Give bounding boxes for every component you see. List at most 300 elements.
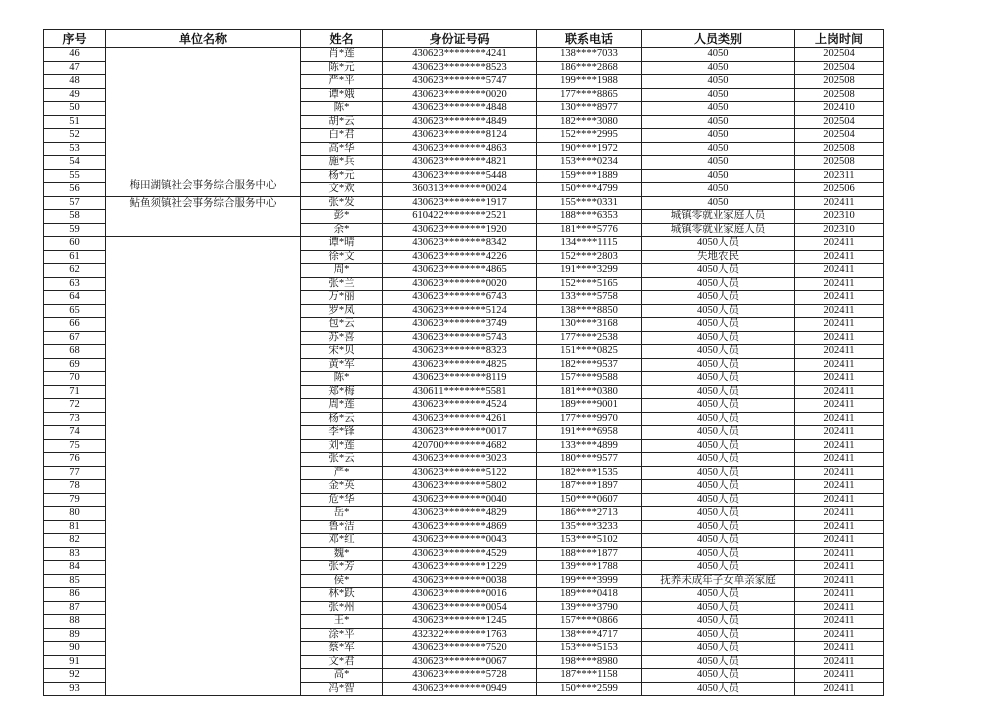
cell-serial-no: 89	[44, 628, 106, 642]
cell-phone: 181****0380	[537, 385, 642, 399]
cell-start-time: 202411	[795, 669, 884, 683]
cell-personnel-type: 4050人员	[642, 453, 795, 467]
cell-name: 高*华	[301, 142, 383, 156]
cell-start-time: 202411	[795, 601, 884, 615]
header-row	[44, 30, 884, 48]
cell-serial-no: 56	[44, 183, 106, 197]
cell-personnel-type: 4050人员	[642, 345, 795, 359]
cell-phone: 191****6958	[537, 426, 642, 440]
cell-personnel-type: 4050人员	[642, 331, 795, 345]
cell-serial-no: 88	[44, 615, 106, 629]
cell-id-number: 430623********4865	[383, 264, 537, 278]
cell-start-time: 202310	[795, 223, 884, 237]
cell-phone: 180****9577	[537, 453, 642, 467]
cell-start-time: 202411	[795, 493, 884, 507]
cell-name: 彭*	[301, 210, 383, 224]
cell-phone: 186****2713	[537, 507, 642, 521]
cell-serial-no: 69	[44, 358, 106, 372]
header-id-number: 身份证号码	[383, 30, 537, 48]
cell-personnel-type: 4050人员	[642, 534, 795, 548]
cell-personnel-type: 4050人员	[642, 264, 795, 278]
cell-start-time: 202311	[795, 169, 884, 183]
cell-phone: 188****6353	[537, 210, 642, 224]
cell-personnel-type: 4050	[642, 169, 795, 183]
cell-start-time: 202411	[795, 480, 884, 494]
cell-name: 施*兵	[301, 156, 383, 170]
cell-start-time: 202411	[795, 588, 884, 602]
cell-phone: 177****2538	[537, 331, 642, 345]
cell-unit-name	[106, 237, 301, 696]
cell-phone: 150****0607	[537, 493, 642, 507]
cell-start-time: 202411	[795, 574, 884, 588]
cell-phone: 150****2599	[537, 682, 642, 696]
cell-name: 文*君	[301, 655, 383, 669]
cell-name: 胡*云	[301, 115, 383, 129]
cell-id-number: 430623********5728	[383, 669, 537, 683]
cell-personnel-type: 抚养未成年子女单亲家庭	[642, 574, 795, 588]
cell-serial-no: 71	[44, 385, 106, 399]
cell-serial-no: 58	[44, 210, 106, 224]
cell-start-time: 202310	[795, 210, 884, 224]
cell-name: 涂*平	[301, 628, 383, 642]
cell-id-number: 430623********5743	[383, 331, 537, 345]
cell-id-number: 430623********1917	[383, 196, 537, 210]
header-phone: 联系电话	[537, 30, 642, 48]
cell-personnel-type: 4050人员	[642, 385, 795, 399]
cell-phone: 139****1788	[537, 561, 642, 575]
cell-phone: 187****1158	[537, 669, 642, 683]
table-body	[44, 48, 884, 696]
cell-phone: 199****1988	[537, 75, 642, 89]
cell-name: 谭*晴	[301, 237, 383, 251]
cell-name: 魏*	[301, 547, 383, 561]
cell-name: 金*英	[301, 480, 383, 494]
cell-personnel-type: 4050人员	[642, 412, 795, 426]
cell-unit-name: 梅田湖镇社会事务综合服务中心	[106, 48, 301, 197]
cell-serial-no: 47	[44, 61, 106, 75]
cell-phone: 182****9537	[537, 358, 642, 372]
cell-personnel-type: 4050人员	[642, 520, 795, 534]
cell-id-number: 430623********7520	[383, 642, 537, 656]
cell-name: 陈*元	[301, 61, 383, 75]
cell-start-time: 202411	[795, 426, 884, 440]
cell-personnel-type: 4050人员	[642, 628, 795, 642]
cell-serial-no: 73	[44, 412, 106, 426]
cell-name: 李*锋	[301, 426, 383, 440]
cell-id-number: 430623********8523	[383, 61, 537, 75]
cell-serial-no: 84	[44, 561, 106, 575]
cell-name: 蔡*军	[301, 642, 383, 656]
cell-personnel-type: 城镇零就业家庭人员	[642, 210, 795, 224]
cell-start-time: 202411	[795, 642, 884, 656]
cell-phone: 189****0418	[537, 588, 642, 602]
cell-serial-no: 59	[44, 223, 106, 237]
cell-start-time: 202411	[795, 466, 884, 480]
cell-personnel-type: 4050人员	[642, 601, 795, 615]
cell-start-time: 202411	[795, 561, 884, 575]
cell-name: 严*	[301, 466, 383, 480]
cell-id-number: 430611********5581	[383, 385, 537, 399]
cell-personnel-type: 4050人员	[642, 480, 795, 494]
cell-serial-no: 49	[44, 88, 106, 102]
cell-id-number: 430623********3023	[383, 453, 537, 467]
cell-name: 杨*云	[301, 412, 383, 426]
cell-personnel-type: 4050人员	[642, 642, 795, 656]
cell-phone: 150****4799	[537, 183, 642, 197]
cell-id-number: 430623********4524	[383, 399, 537, 413]
cell-phone: 130****8977	[537, 102, 642, 116]
cell-start-time: 202411	[795, 318, 884, 332]
cell-phone: 133****4899	[537, 439, 642, 453]
cell-serial-no: 76	[44, 453, 106, 467]
cell-serial-no: 75	[44, 439, 106, 453]
cell-serial-no: 53	[44, 142, 106, 156]
cell-name: 冯*智	[301, 682, 383, 696]
cell-phone: 190****1972	[537, 142, 642, 156]
header-personnel-type: 人员类别	[642, 30, 795, 48]
cell-serial-no: 91	[44, 655, 106, 669]
cell-name: 张*云	[301, 453, 383, 467]
cell-start-time: 202411	[795, 534, 884, 548]
cell-id-number: 430623********4863	[383, 142, 537, 156]
cell-id-number: 430623********4261	[383, 412, 537, 426]
cell-serial-no: 67	[44, 331, 106, 345]
cell-name: 白*君	[301, 129, 383, 143]
cell-personnel-type: 4050	[642, 129, 795, 143]
cell-phone: 159****1889	[537, 169, 642, 183]
cell-serial-no: 46	[44, 48, 106, 62]
cell-start-time: 202411	[795, 345, 884, 359]
cell-name: 张*芳	[301, 561, 383, 575]
cell-serial-no: 48	[44, 75, 106, 89]
cell-phone: 138****8850	[537, 304, 642, 318]
cell-serial-no: 79	[44, 493, 106, 507]
cell-personnel-type: 4050人员	[642, 318, 795, 332]
cell-start-time: 202411	[795, 655, 884, 669]
cell-id-number: 430623********5802	[383, 480, 537, 494]
cell-id-number: 430623********8342	[383, 237, 537, 251]
cell-name: 黄*军	[301, 358, 383, 372]
header-serial-no: 序号	[44, 30, 106, 48]
cell-start-time: 202411	[795, 331, 884, 345]
cell-start-time: 202411	[795, 237, 884, 251]
cell-start-time: 202411	[795, 439, 884, 453]
cell-phone: 152****2995	[537, 129, 642, 143]
cell-start-time: 202508	[795, 75, 884, 89]
cell-id-number: 430623********0020	[383, 88, 537, 102]
cell-id-number: 430623********5124	[383, 304, 537, 318]
cell-id-number: 430623********0067	[383, 655, 537, 669]
cell-id-number: 430623********1229	[383, 561, 537, 575]
cell-start-time: 202411	[795, 358, 884, 372]
cell-serial-no: 85	[44, 574, 106, 588]
cell-name: 严*平	[301, 75, 383, 89]
cell-start-time: 202504	[795, 48, 884, 62]
cell-name: 谭*娥	[301, 88, 383, 102]
cell-name: 肖*莲	[301, 48, 383, 62]
cell-id-number: 430623********4821	[383, 156, 537, 170]
cell-name: 张*发	[301, 196, 383, 210]
cell-id-number: 430623********4869	[383, 520, 537, 534]
cell-start-time: 202504	[795, 129, 884, 143]
cell-phone: 153****0234	[537, 156, 642, 170]
cell-start-time: 202411	[795, 291, 884, 305]
cell-id-number: 430623********0043	[383, 534, 537, 548]
cell-name: 鲁*洁	[301, 520, 383, 534]
cell-start-time: 202504	[795, 61, 884, 75]
cell-id-number: 430623********4226	[383, 250, 537, 264]
cell-start-time: 202508	[795, 156, 884, 170]
cell-phone: 138****7033	[537, 48, 642, 62]
cell-id-number: 430623********0038	[383, 574, 537, 588]
cell-id-number: 430623********4848	[383, 102, 537, 116]
cell-phone: 153****5102	[537, 534, 642, 548]
cell-name: 陈*	[301, 372, 383, 386]
cell-name: 包*云	[301, 318, 383, 332]
cell-name: 罗*凤	[301, 304, 383, 318]
cell-phone: 138****4717	[537, 628, 642, 642]
cell-phone: 133****5758	[537, 291, 642, 305]
cell-phone: 135****3233	[537, 520, 642, 534]
cell-id-number: 610422********2521	[383, 210, 537, 224]
cell-serial-no: 68	[44, 345, 106, 359]
cell-serial-no: 51	[44, 115, 106, 129]
cell-personnel-type: 4050	[642, 88, 795, 102]
cell-id-number: 430623********8323	[383, 345, 537, 359]
cell-serial-no: 72	[44, 399, 106, 413]
cell-name: 岳*	[301, 507, 383, 521]
cell-serial-no: 90	[44, 642, 106, 656]
cell-start-time: 202411	[795, 547, 884, 561]
cell-phone: 198****8980	[537, 655, 642, 669]
cell-personnel-type: 4050人员	[642, 655, 795, 669]
cell-phone: 157****9588	[537, 372, 642, 386]
cell-start-time: 202508	[795, 142, 884, 156]
cell-unit-name: 鲇鱼须镇社会事务综合服务中心	[106, 196, 301, 237]
cell-personnel-type: 4050人员	[642, 277, 795, 291]
cell-personnel-type: 4050人员	[642, 399, 795, 413]
cell-name: 周*莲	[301, 399, 383, 413]
cell-personnel-type: 4050人员	[642, 304, 795, 318]
cell-start-time: 202411	[795, 277, 884, 291]
cell-name: 林*跃	[301, 588, 383, 602]
cell-name: 余*	[301, 223, 383, 237]
cell-personnel-type: 4050人员	[642, 426, 795, 440]
cell-personnel-type: 4050人员	[642, 291, 795, 305]
cell-name: 陈*	[301, 102, 383, 116]
cell-phone: 151****0825	[537, 345, 642, 359]
cell-phone: 130****3168	[537, 318, 642, 332]
cell-start-time: 202411	[795, 385, 884, 399]
cell-start-time: 202506	[795, 183, 884, 197]
cell-personnel-type: 4050人员	[642, 466, 795, 480]
cell-name: 侯*	[301, 574, 383, 588]
cell-personnel-type: 4050人员	[642, 439, 795, 453]
cell-phone: 191****3299	[537, 264, 642, 278]
cell-name: 苏*喜	[301, 331, 383, 345]
cell-id-number: 430623********4825	[383, 358, 537, 372]
cell-personnel-type: 4050	[642, 48, 795, 62]
cell-name: 杨*元	[301, 169, 383, 183]
cell-phone: 181****5776	[537, 223, 642, 237]
cell-start-time: 202411	[795, 196, 884, 210]
cell-phone: 182****3080	[537, 115, 642, 129]
cell-phone: 155****0331	[537, 196, 642, 210]
cell-start-time: 202411	[795, 507, 884, 521]
cell-personnel-type: 4050人员	[642, 561, 795, 575]
cell-start-time: 202411	[795, 412, 884, 426]
cell-personnel-type: 4050	[642, 61, 795, 75]
cell-personnel-type: 4050人员	[642, 358, 795, 372]
cell-start-time: 202411	[795, 304, 884, 318]
cell-personnel-type: 4050人员	[642, 682, 795, 696]
cell-serial-no: 64	[44, 291, 106, 305]
cell-name: 张*州	[301, 601, 383, 615]
cell-start-time: 202508	[795, 88, 884, 102]
cell-id-number: 430623********1245	[383, 615, 537, 629]
table-row	[44, 196, 884, 210]
cell-personnel-type: 4050人员	[642, 372, 795, 386]
cell-id-number: 430623********3749	[383, 318, 537, 332]
cell-phone: 134****1115	[537, 237, 642, 251]
cell-id-number: 430623********5747	[383, 75, 537, 89]
cell-personnel-type: 4050人员	[642, 493, 795, 507]
cell-personnel-type: 4050人员	[642, 615, 795, 629]
cell-id-number: 360313********0024	[383, 183, 537, 197]
cell-serial-no: 83	[44, 547, 106, 561]
cell-serial-no: 50	[44, 102, 106, 116]
cell-id-number: 430623********4849	[383, 115, 537, 129]
cell-phone: 177****9970	[537, 412, 642, 426]
cell-serial-no: 60	[44, 237, 106, 251]
cell-phone: 139****3790	[537, 601, 642, 615]
cell-start-time: 202411	[795, 264, 884, 278]
cell-id-number: 430623********0017	[383, 426, 537, 440]
cell-serial-no: 57	[44, 196, 106, 210]
cell-id-number: 430623********6743	[383, 291, 537, 305]
cell-phone: 153****5153	[537, 642, 642, 656]
cell-serial-no: 77	[44, 466, 106, 480]
cell-id-number: 430623********4529	[383, 547, 537, 561]
cell-serial-no: 87	[44, 601, 106, 615]
cell-id-number: 430623********0040	[383, 493, 537, 507]
cell-serial-no: 92	[44, 669, 106, 683]
cell-personnel-type: 4050	[642, 156, 795, 170]
table-row	[44, 48, 884, 62]
cell-phone: 152****2803	[537, 250, 642, 264]
cell-id-number: 430623********5122	[383, 466, 537, 480]
cell-serial-no: 52	[44, 129, 106, 143]
cell-phone: 199****3999	[537, 574, 642, 588]
cell-id-number: 430623********0949	[383, 682, 537, 696]
cell-id-number: 432322********1763	[383, 628, 537, 642]
cell-name: 文*欢	[301, 183, 383, 197]
cell-serial-no: 63	[44, 277, 106, 291]
cell-personnel-type: 4050人员	[642, 237, 795, 251]
cell-serial-no: 66	[44, 318, 106, 332]
cell-id-number: 430623********1920	[383, 223, 537, 237]
cell-serial-no: 81	[44, 520, 106, 534]
cell-start-time: 202411	[795, 453, 884, 467]
cell-start-time: 202411	[795, 520, 884, 534]
cell-phone: 177****8865	[537, 88, 642, 102]
cell-personnel-type: 4050	[642, 183, 795, 197]
cell-phone: 188****1877	[537, 547, 642, 561]
cell-start-time: 202411	[795, 250, 884, 264]
cell-id-number: 430623********0020	[383, 277, 537, 291]
cell-name: 宋*贝	[301, 345, 383, 359]
cell-serial-no: 61	[44, 250, 106, 264]
cell-id-number: 430623********0016	[383, 588, 537, 602]
cell-phone: 157****0866	[537, 615, 642, 629]
cell-name: 郑*梅	[301, 385, 383, 399]
cell-name: 高*	[301, 669, 383, 683]
cell-personnel-type: 4050	[642, 142, 795, 156]
cell-serial-no: 65	[44, 304, 106, 318]
cell-serial-no: 62	[44, 264, 106, 278]
cell-name: 王*	[301, 615, 383, 629]
cell-id-number: 430623********5448	[383, 169, 537, 183]
cell-serial-no: 78	[44, 480, 106, 494]
cell-personnel-type: 4050人员	[642, 669, 795, 683]
cell-start-time: 202411	[795, 628, 884, 642]
cell-personnel-type: 4050人员	[642, 547, 795, 561]
cell-personnel-type: 4050人员	[642, 588, 795, 602]
cell-name: 徐*文	[301, 250, 383, 264]
cell-personnel-type: 4050	[642, 115, 795, 129]
cell-start-time: 202411	[795, 399, 884, 413]
header-start-time: 上岗时间	[795, 30, 884, 48]
cell-start-time: 202411	[795, 682, 884, 696]
cell-id-number: 430623********4241	[383, 48, 537, 62]
cell-serial-no: 70	[44, 372, 106, 386]
cell-phone: 189****9001	[537, 399, 642, 413]
cell-phone: 152****5165	[537, 277, 642, 291]
cell-personnel-type: 4050人员	[642, 507, 795, 521]
cell-personnel-type: 失地农民	[642, 250, 795, 264]
cell-phone: 182****1535	[537, 466, 642, 480]
cell-phone: 187****1897	[537, 480, 642, 494]
cell-personnel-type: 4050	[642, 102, 795, 116]
cell-serial-no: 74	[44, 426, 106, 440]
cell-id-number: 430623********8124	[383, 129, 537, 143]
cell-personnel-type: 4050	[642, 196, 795, 210]
cell-start-time: 202411	[795, 615, 884, 629]
cell-id-number: 420700********4682	[383, 439, 537, 453]
cell-name: 张*兰	[301, 277, 383, 291]
cell-serial-no: 55	[44, 169, 106, 183]
cell-serial-no: 93	[44, 682, 106, 696]
cell-name: 危*华	[301, 493, 383, 507]
cell-serial-no: 54	[44, 156, 106, 170]
cell-start-time: 202411	[795, 372, 884, 386]
cell-id-number: 430623********8119	[383, 372, 537, 386]
cell-name: 周*	[301, 264, 383, 278]
cell-personnel-type: 4050	[642, 75, 795, 89]
cell-phone: 186****2868	[537, 61, 642, 75]
cell-name: 万*丽	[301, 291, 383, 305]
table-row	[44, 237, 884, 251]
cell-serial-no: 80	[44, 507, 106, 521]
cell-id-number: 430623********0054	[383, 601, 537, 615]
cell-start-time: 202504	[795, 115, 884, 129]
cell-id-number: 430623********4829	[383, 507, 537, 521]
cell-name: 刘*莲	[301, 439, 383, 453]
cell-start-time: 202410	[795, 102, 884, 116]
header-name: 姓名	[301, 30, 383, 48]
cell-serial-no: 86	[44, 588, 106, 602]
header-unit-name: 单位名称	[106, 30, 301, 48]
